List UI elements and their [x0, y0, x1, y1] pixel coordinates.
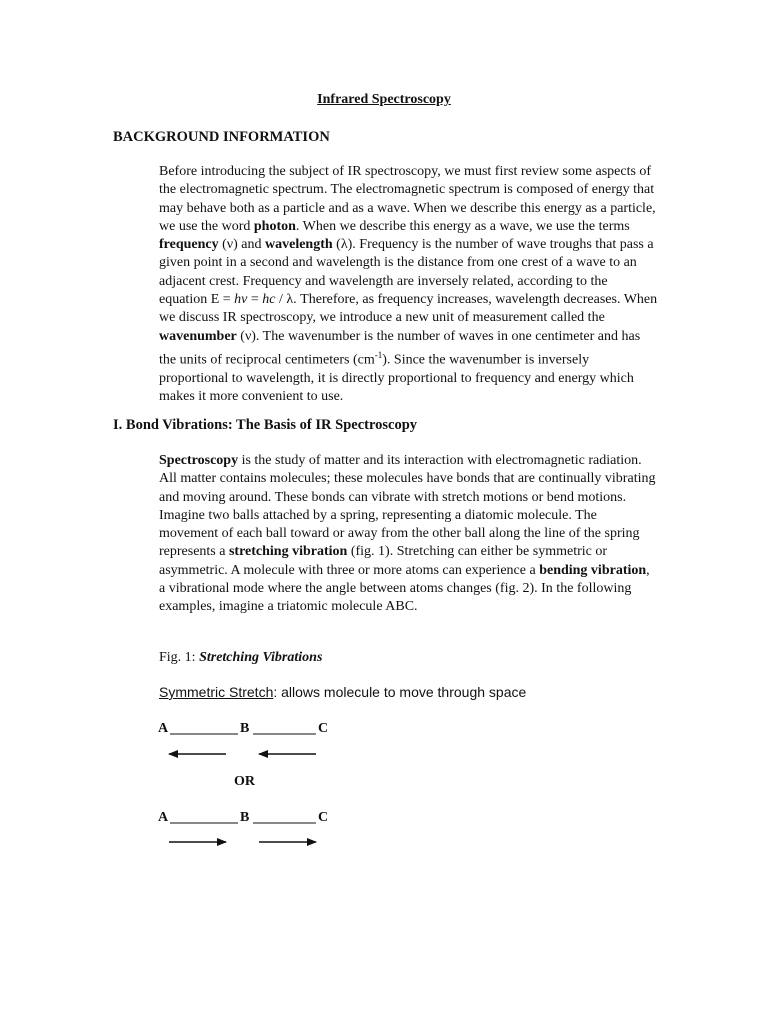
background-paragraph: Before introducing the subject of IR spectroscopy, we must first review some aspects of the electromagnetic spectrum. The electromagnetic spectrum is composed of energy that may behave both as a particle and as a wave. When we describe this energy as a particle, we use the word photon. When we describe this energy as a wave, we use the terms frequency (ν) and wavelength (λ). Frequency is the number of wave troughs that pass a given point in a second and wavelength is the distance from one crest of a wave to an adjacent crest. Frequency and wavelength are inversely related, according to the equation E = hν = hc / λ. Therefore, as frequency increases, wavelength decreases. When we discuss IR spectroscopy, we introduce a new unit of measurement called the wavenumber (ν). The wavenumber is the number of waves in one centimeter and has the units of reciprocal centimeters $(cm^{-1})$. Since the wavenumber is inversely proportional to wavelength, it is directly proportional to frequency and energy which makes it more convenient to use. — [159, 164, 658, 405]
atom-a-bottom: A — [158, 810, 169, 825]
atom-c-top: C — [318, 721, 329, 736]
section1-paragraph: Spectroscopy is the study of matter and its interaction with electromagnetic radiation. All matter contains molecules; these molecules have bonds that are continually vibrating and moving around. These bonds can vibrate with stretch motions or bend motions. Imagine two balls attached by a spring, representing a diatomic molecule. The movement of each ball toward or away from the other ball along the line of the spring represents a stretching vibration (fig. 1). Stretching can either be symmetric or asymmetric. A molecule with three or more atoms can experience a bending vibration, a vibrational mode where the angle between atoms changes (fig. 2). In the following examples, imagine a triatomic molecule ABC. — [159, 453, 656, 615]
atom-a-top: A — [158, 721, 169, 736]
background-heading: BACKGROUND INFORMATION — [113, 129, 330, 145]
or-label: OR — [234, 774, 255, 789]
atom-b-top: B — [240, 721, 250, 736]
section1-heading: I. Bond Vibrations: The Basis of IR Spectroscopy — [113, 417, 418, 433]
page-title: Infrared Spectroscopy — [317, 92, 451, 107]
atom-c-bottom: C — [318, 810, 329, 825]
figure-caption: Fig. 1: Stretching Vibrations — [159, 650, 323, 665]
symmetric-stretch-label: Symmetric Stretch: allows molecule to move through space — [159, 684, 527, 700]
atom-b-bottom: B — [240, 810, 250, 825]
